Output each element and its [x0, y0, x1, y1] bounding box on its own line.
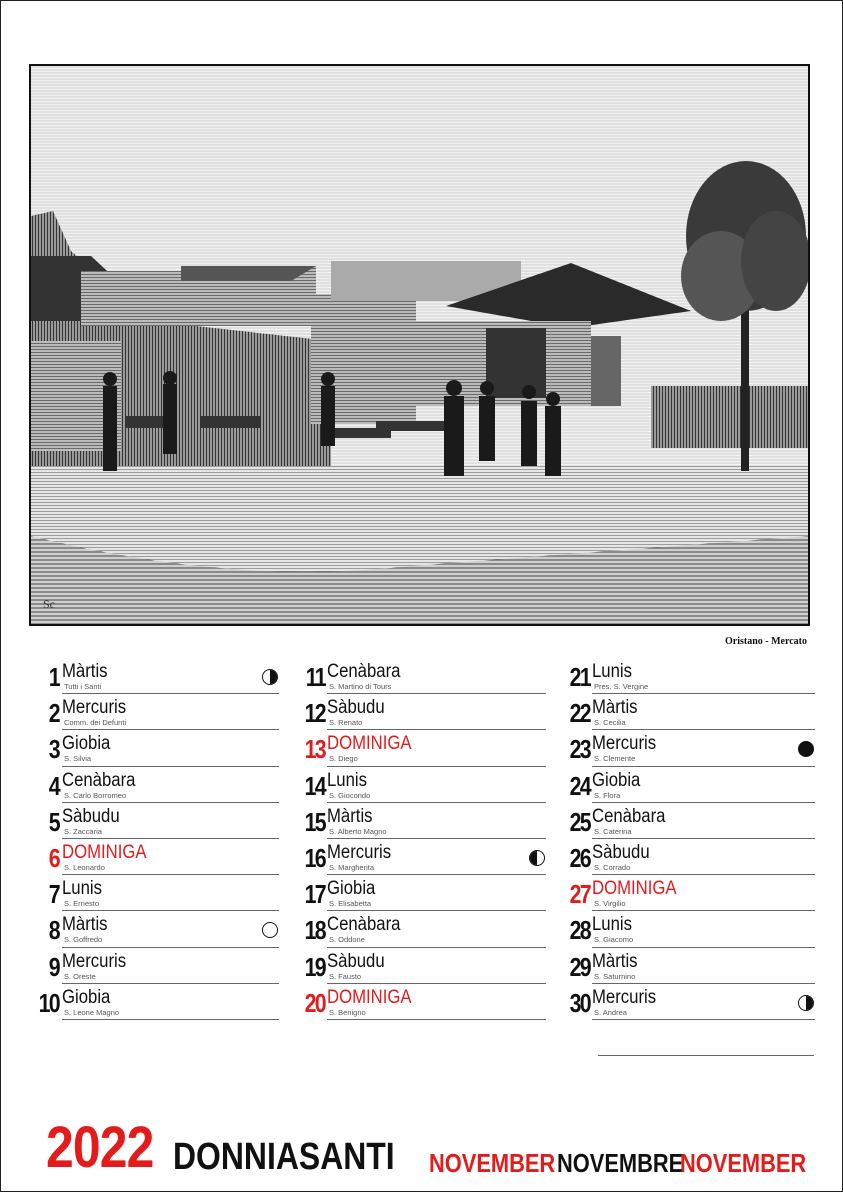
- weekday-name: Mercuris: [592, 733, 657, 755]
- day-rule: [62, 983, 279, 984]
- weekday-name: Cenàbara: [327, 661, 401, 682]
- saint-name: S. Virgilio: [594, 899, 626, 909]
- day-number: 5: [48, 806, 59, 837]
- day-row: [33, 841, 279, 877]
- day-number: 26: [569, 842, 590, 873]
- day-number: 15: [304, 806, 325, 837]
- day-number: 24: [569, 770, 590, 801]
- day-number: 17: [304, 879, 325, 910]
- day-number: 19: [304, 951, 325, 982]
- saint-name: S. Cecilia: [594, 718, 626, 728]
- weekday-name: Sàbudu: [327, 950, 385, 972]
- photo-caption: Oristano - Mercato: [724, 636, 807, 647]
- day-rule: [592, 838, 815, 839]
- saint-name: Tutti i Santi: [64, 682, 102, 691]
- day-rule: [592, 1019, 815, 1020]
- day-row: [298, 877, 546, 913]
- day-number: 8: [48, 915, 59, 946]
- saint-name: S. Margherita: [329, 862, 375, 872]
- day-row: [298, 732, 546, 768]
- day-number: 13: [304, 734, 325, 765]
- day-number: 2: [48, 698, 59, 729]
- day-row: [563, 696, 815, 732]
- day-number: 4: [48, 770, 59, 801]
- saint-name: S. Oreste: [64, 971, 96, 981]
- day-row: [563, 805, 815, 841]
- days-column-2: [298, 660, 546, 1022]
- saint-day-title: DONNIASANTI: [173, 1136, 395, 1178]
- saint-name: S. Andrea: [594, 1007, 627, 1017]
- day-number: 9: [48, 951, 59, 982]
- day-number: 18: [304, 915, 325, 946]
- day-rule: [62, 838, 279, 839]
- weekday-name: Màrtis: [592, 697, 638, 719]
- saint-name: S. Fausto: [329, 971, 362, 981]
- day-row: [33, 805, 279, 841]
- saint-name: S. Clemente: [594, 754, 636, 764]
- weekday-name: Giobia: [62, 986, 111, 1008]
- day-number: 28: [569, 915, 590, 946]
- weekday-name: Mercuris: [62, 697, 127, 719]
- day-row: [33, 877, 279, 913]
- weekday-name: Sàbudu: [62, 805, 120, 827]
- day-number: 23: [569, 734, 590, 765]
- weekday-name: Màrtis: [62, 661, 108, 682]
- day-row: [298, 769, 546, 805]
- day-rule: [62, 1019, 279, 1020]
- day-number: 7: [48, 879, 59, 910]
- saint-name: S. Leone Magno: [64, 1007, 120, 1017]
- saint-name: S. Alberto Magno: [329, 826, 387, 836]
- empty-day-rule: [598, 1055, 814, 1056]
- day-rule: [327, 693, 546, 694]
- saint-name: S. Saturnino: [594, 971, 636, 981]
- saint-name: S. Oddone: [329, 935, 365, 945]
- day-rule: [592, 802, 815, 803]
- saint-name: S. Flora: [594, 790, 621, 800]
- saint-name: S. Corrado: [594, 862, 631, 872]
- weekday-name: Mercuris: [62, 950, 127, 972]
- weekday-name: DOMINIGA: [327, 733, 412, 755]
- saint-name: S. Benigno: [329, 1007, 366, 1017]
- day-rule: [592, 693, 815, 694]
- weekday-name: Cenàbara: [327, 914, 401, 936]
- day-number: 25: [569, 806, 590, 837]
- day-number: 16: [304, 842, 325, 873]
- day-rule: [62, 874, 279, 875]
- saint-name: S. Ernesto: [64, 899, 100, 909]
- day-row: [298, 986, 546, 1022]
- day-row: [298, 841, 546, 877]
- saint-name: S. Elisabetta: [329, 899, 372, 909]
- weekday-name: DOMINIGA: [62, 841, 147, 863]
- day-rule: [592, 874, 815, 875]
- day-row: [563, 950, 815, 986]
- month-sardinian: NOVEMBER: [429, 1148, 556, 1178]
- day-row: [33, 769, 279, 805]
- month-italian: NOVEMBRE: [557, 1148, 684, 1178]
- weekday-name: Màrtis: [327, 805, 373, 827]
- day-number: 27: [569, 879, 590, 910]
- saint-name: S. Giacomo: [594, 935, 634, 945]
- day-rule: [327, 802, 546, 803]
- day-number: 22: [569, 698, 590, 729]
- day-rule: [62, 910, 279, 911]
- saint-name: S. Diego: [329, 754, 358, 764]
- saint-name: S. Goffredo: [64, 935, 103, 945]
- weekday-name: Mercuris: [327, 841, 392, 863]
- day-row: [563, 913, 815, 949]
- weekday-name: Màrtis: [62, 914, 108, 936]
- saint-name: S. Giocondo: [329, 790, 371, 800]
- weekday-name: Mercuris: [592, 986, 657, 1008]
- day-number: 11: [305, 662, 325, 692]
- weekday-name: Lunis: [327, 769, 367, 791]
- day-number: 12: [304, 698, 325, 729]
- weekday-name: Lunis: [592, 914, 632, 936]
- full-moon-icon: [262, 922, 278, 938]
- day-row: [298, 805, 546, 841]
- month-english: NOVEMBER: [680, 1148, 807, 1178]
- day-rule: [327, 947, 546, 948]
- day-number: 1: [48, 662, 59, 692]
- day-number: 21: [569, 662, 590, 692]
- days-column-3: [563, 660, 815, 1022]
- saint-name: Pres. S. Vergine: [594, 682, 649, 691]
- year: 2022: [46, 1115, 154, 1180]
- saint-name: S. Caterina: [594, 826, 632, 836]
- days-column-1: [33, 660, 279, 1022]
- day-number: 30: [569, 987, 590, 1018]
- day-row: [563, 841, 815, 877]
- day-row: [298, 660, 546, 696]
- first-quarter-icon: [262, 669, 278, 685]
- new-moon-icon: [798, 741, 814, 757]
- weekday-name: Lunis: [592, 661, 632, 682]
- weekday-name: Cenàbara: [592, 805, 666, 827]
- day-number: 10: [38, 987, 59, 1018]
- saint-name: S. Leonardo: [64, 862, 105, 872]
- weekday-name: Giobia: [62, 733, 111, 755]
- day-number: 3: [48, 734, 59, 765]
- day-row: [563, 732, 815, 768]
- day-rule: [327, 729, 546, 730]
- svg-text:Sc: Sc: [43, 597, 55, 611]
- day-row: [563, 769, 815, 805]
- engraving-oristano-market: [29, 64, 810, 626]
- weekday-name: Giobia: [327, 878, 376, 900]
- saint-name: S. Carlo Borromeo: [64, 790, 127, 800]
- day-row: [563, 877, 815, 913]
- day-number: 14: [304, 770, 325, 801]
- weekday-name: Sàbudu: [327, 697, 385, 719]
- saint-name: S. Martino di Tours: [329, 682, 392, 691]
- day-rule: [62, 947, 279, 948]
- day-rule: [62, 693, 279, 694]
- day-rule: [327, 1019, 546, 1020]
- day-rule: [592, 910, 815, 911]
- day-rule: [592, 983, 815, 984]
- weekday-name: DOMINIGA: [327, 986, 412, 1008]
- day-row: [298, 950, 546, 986]
- day-rule: [327, 983, 546, 984]
- day-row: [33, 732, 279, 768]
- day-rule: [592, 766, 815, 767]
- day-row: [298, 913, 546, 949]
- day-rule: [62, 729, 279, 730]
- day-row: [298, 696, 546, 732]
- saint-name: Comm. dei Defunti: [64, 718, 127, 728]
- weekday-name: Sàbudu: [592, 841, 650, 863]
- day-number: 29: [569, 951, 590, 982]
- day-rule: [62, 766, 279, 767]
- day-row: [563, 986, 815, 1022]
- weekday-name: Cenàbara: [62, 769, 136, 791]
- day-row: [563, 660, 815, 696]
- day-row: [33, 660, 279, 696]
- weekday-name: Giobia: [592, 769, 641, 791]
- saint-name: S. Silvia: [64, 754, 92, 764]
- last-quarter-icon: [529, 850, 545, 866]
- saint-name: S. Zaccaria: [64, 826, 102, 836]
- weekday-name: Màrtis: [592, 950, 638, 972]
- day-row: [33, 696, 279, 732]
- first-quarter-icon: [798, 995, 814, 1011]
- saint-name: S. Renato: [329, 718, 363, 728]
- day-rule: [327, 910, 546, 911]
- day-number: 20: [304, 987, 325, 1018]
- day-row: [33, 913, 279, 949]
- weekday-name: Lunis: [62, 878, 102, 900]
- day-rule: [327, 874, 546, 875]
- weekday-name: DOMINIGA: [592, 878, 677, 900]
- day-number: 6: [48, 842, 59, 873]
- day-row: [33, 950, 279, 986]
- day-rule: [592, 729, 815, 730]
- day-rule: [327, 766, 546, 767]
- day-rule: [62, 802, 279, 803]
- day-row: [33, 986, 279, 1022]
- day-rule: [327, 838, 546, 839]
- day-rule: [592, 947, 815, 948]
